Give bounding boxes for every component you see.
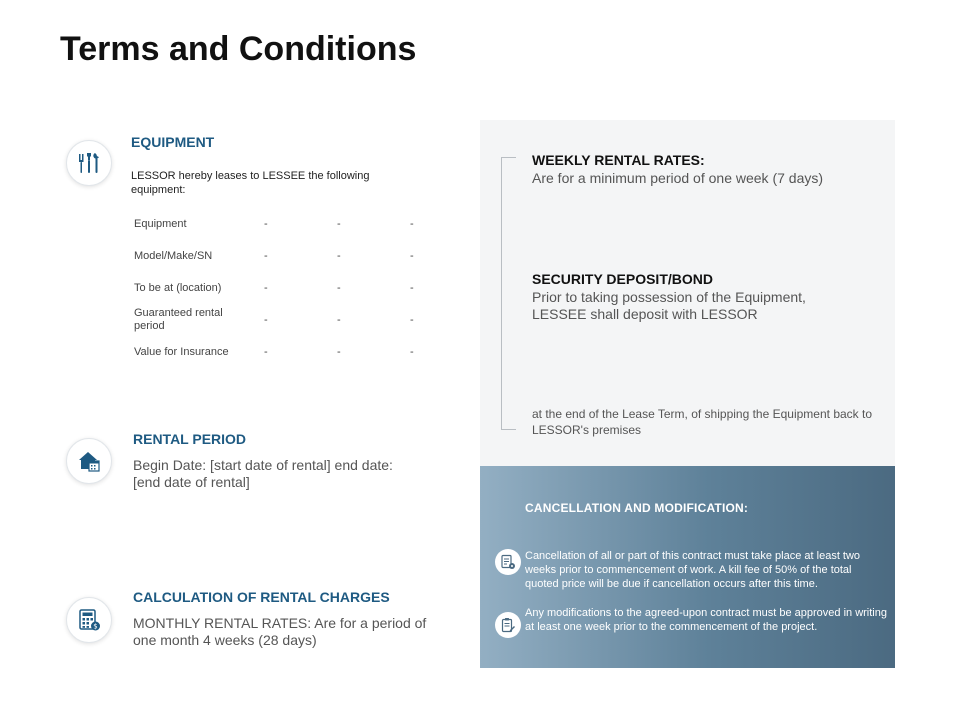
row-label: Guaranteed rental period [134,307,223,332]
calculation-heading: CALCULATION OF RENTAL CHARGES [133,589,390,605]
row-value: - [264,313,268,326]
table-row [130,272,479,304]
document-settings-icon [495,549,521,575]
table-row [130,336,479,368]
house-calendar-icon [66,438,112,484]
row-value: - [410,345,414,358]
deposit-footnote: at the end of the Lease Term, of shipping the Equipment back to LESSOR's premises [532,407,873,437]
row-value: - [410,249,414,262]
row-label: Model/Make/SN [134,249,213,262]
row-value: - [337,281,341,294]
row-label: Equipment [134,217,187,230]
tools-icon [66,140,112,186]
bracket-line [501,157,516,430]
row-value: - [337,217,341,230]
equipment-table [130,208,479,368]
row-value: - [410,313,414,326]
cancellation-item-1: Cancellation of all or part of this contract must take place at least two weeks prior to commencement of work. A kill fee of 50% of the total quoted price will be due if cancellation occurs after this time. [525,550,861,590]
row-value: - [410,217,414,230]
row-value: - [337,249,341,262]
calculation-text: MONTHLY RENTAL RATES: Are for a period of one month 4 weeks (28 days) [133,615,427,648]
row-value: - [264,217,268,230]
cancellation-item-2: Any modifications to the agreed-upon contract must be approved in writing at least one week prior to the commencement of the project. [525,607,887,633]
svg-text:$: $ [93,622,98,631]
table-row [130,240,479,272]
cancellation-heading: CANCELLATION AND MODIFICATION: [525,501,749,515]
row-value: - [410,281,414,294]
page-title: Terms and Conditions [60,30,417,68]
row-value: - [264,281,268,294]
row-value: - [264,249,268,262]
rental-period-heading: RENTAL PERIOD [133,431,247,447]
calculator-icon [66,597,112,643]
weekly-heading: WEEKLY RENTAL RATES: [532,152,705,168]
deposit-heading: SECURITY DEPOSIT/BOND [532,271,713,287]
row-value: - [337,345,341,358]
clipboard-edit-icon [495,612,521,638]
equipment-heading: EQUIPMENT [131,134,215,150]
deposit-text: Prior to taking possession of the Equipment, LESSEE shall deposit with LESSOR [532,289,806,322]
table-row [130,208,479,240]
table-row [130,304,479,336]
row-value: - [264,345,268,358]
row-value: - [337,313,341,326]
row-label: Value for Insurance [134,345,229,358]
weekly-text: Are for a minimum period of one week (7 days) [532,170,824,186]
rental-period-text: Begin Date: [start date of rental] end date: [end date of rental] [133,457,393,490]
row-label: To be at (location) [134,281,222,294]
equipment-intro: LESSOR hereby leases to LESSEE the following equipment: [131,170,370,196]
